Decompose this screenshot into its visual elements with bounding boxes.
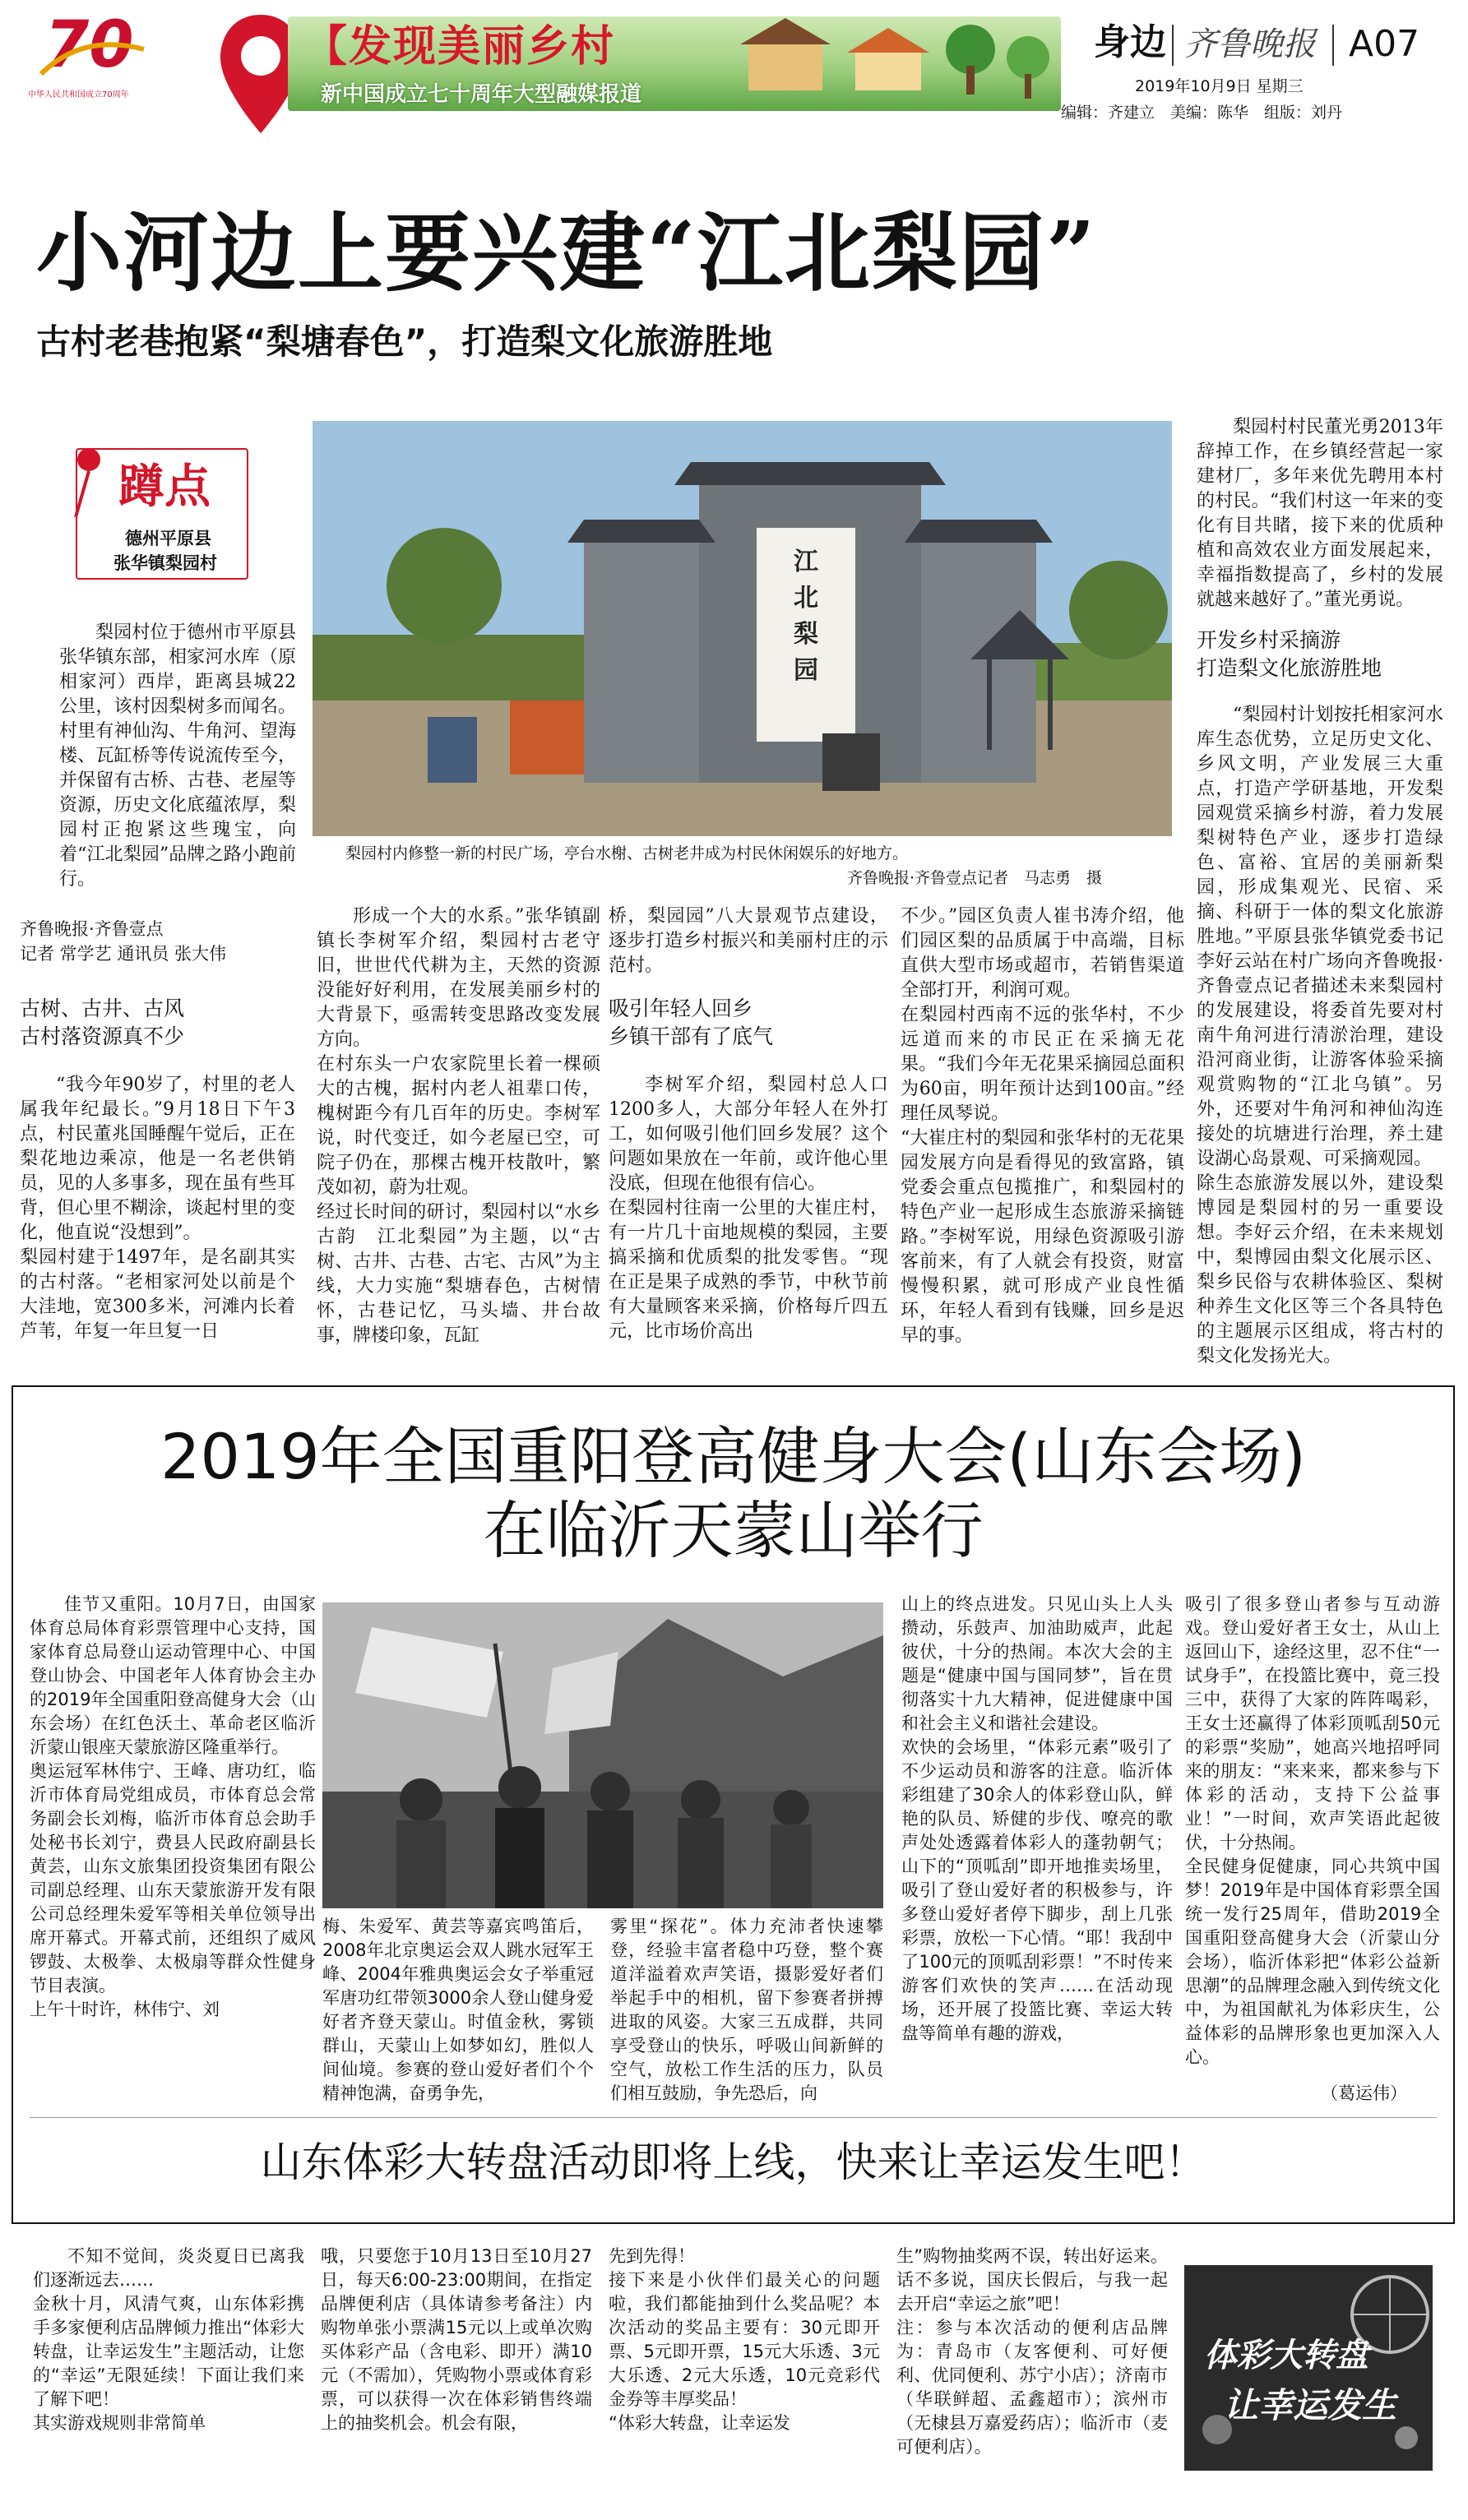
paper-logo: 齐鲁晚报 xyxy=(1184,25,1316,63)
article2-col5: 吸引了很多登山者参与互动游戏。登山爱好者王女士，从山上返回山下，途经这里，忍不住“一试身手”，在投篮比赛中，竟三投三中，获得了大家的阵阵喝彩，王女士还赢得了体彩顶呱刮50元的彩票“奖励”，她高兴地招呼同来的朋友：“来来来，都来参与下体彩的活动，支持下公益事业！”一时间，欢声笑语此起彼伏，十分热闹。 全民健身促健康，同心共筑中国梦！2019年是中国体育彩票全国统一发行25周年，借助2019全国重阳登高健身大会（沂蒙山分会场），临沂体彩把“体彩公益新思潮”的品牌理念融入到传统文化中，为祖国献礼为体彩庆生，公益体彩的品牌形象也更加深入人心。 xyxy=(1185,1594,1440,2067)
graphic-line2: 让幸运发生 xyxy=(1224,2385,1397,2425)
article1-subhead: 古村老巷抱紧“梨塘春色”，打造梨文化旅游胜地 xyxy=(36,321,773,362)
banner-title: 【发现美丽乡村 xyxy=(304,21,616,72)
editor-credits: 编辑：齐建立 美编：陈华 组版：刘丹 xyxy=(1061,104,1343,122)
banner-strip xyxy=(288,16,1061,111)
masthead xyxy=(0,0,1468,132)
article1-intro: 梨园村位于德州市平原县张华镇东部，相家河水库（原相家河）西岸，距离县城22公里，该村因梨树多而闻名。村里有神仙沟、牛角河、望海楼、瓦缸桥等传说流传至今，并保留有古桥、古巷、老屋等资源，历史文化底蕴浓厚，梨园村正抱紧这些瑰宝，向着“江北梨园”品牌之路小跑前行。 xyxy=(59,622,296,890)
pushpin-icon xyxy=(69,446,109,520)
article1-col3: 桥，梨园园”八大景观节点建设，逐步打造乡村振兴和美丽村庄的示范村。 xyxy=(609,906,888,976)
photo-credit: 齐鲁晚报·齐鲁壹点记者 马志勇 摄 xyxy=(847,869,1103,887)
article1-photo xyxy=(313,421,1172,836)
dundian-badge xyxy=(76,448,248,580)
article1-col5b: “梨园村计划按托相家河水库生态优势，立足历史文化、乡风文明，产业发展三大重点，打造产学研基地，开发梨园观赏采摘乡村游，着力发展梨树特色产业，逐步打造绿色、富裕、宜居的美丽新梨园，形成集观光、民宿、采摘、科研于一体的梨文化旅游胜地。”平原县张华镇党委书记李好云站在村广场向齐鲁晚报·齐鲁壹点记者描述未来梨园村的发展建设，将委首先要对村南牛角河进行清淤治理，建设沿河商业街，让游客体验采摘观赏购物的“江北乌镇”。另外，还要对牛角河和神仙沟连接处的坑塘进行治理，养土建设湖心岛景观、可采摘观园。 除生态旅游发展以外，建设梨博园是梨园村的另一重要设想。李好云介绍，在未来规划中，梨博园由梨文化展示区、梨乡民俗与农耕体验区、梨树种养生文化区等三个各具特色的主题展示区组成，将古村的梨文化发扬光大。 xyxy=(1197,705,1443,1366)
article2-headline-line1: 2019年全国重阳登高健身大会(山东会场) xyxy=(160,1420,1306,1493)
article1-col3b: 李树军介绍，梨园村总人口1200多人，大部分年轻人在外打工，如何吸引他们回乡发展？这个问题如果放在一年前，或许他心里没底，但现在他很有信心。 在梨园村往南一公里的大崔庄村，有一片几十亩地规模的梨园，主要搞采摘和优质梨的批发零售。“现在正是果子成熟的季节，中秋节前有大量顾客来采摘，价格每斤四五元，比市场价高出 xyxy=(609,1075,888,1342)
issue-date: 2019年10月9日 星期三 xyxy=(1135,77,1304,95)
section-name: 身边 xyxy=(1094,21,1166,63)
photo-caption: 梨园村内修整一新的村民广场，亭台水榭、古树老井成为村民休闲娱乐的好地方。 xyxy=(345,844,909,862)
badge-location-2: 张华镇梨园村 xyxy=(113,553,217,573)
graphic-line1: 体彩大转盘 xyxy=(1204,2336,1368,2374)
article1-section2-title: 吸引年轻人回乡 乡镇干部有了底气 xyxy=(609,996,774,1048)
article2-col3: 雾里“探花”。体力充沛者快速攀登，经验丰富者稳中巧登，整个赛道洋溢着欢声笑语，摄影爱好者们举起手中的相机，留下参赛者拼搏进取的风姿。大家三五成群，共同享受登山的快乐，呼吸山间新鲜的空气，放松工作生活的压力，队员们相互鼓励，争先恐后，向 xyxy=(610,1917,883,2103)
article1-section1-title: 古树、古井、古风 古村落资源真不少 xyxy=(20,996,185,1048)
article2-col4: 山上的终点进发。只见山头上人头攒动，乐鼓声、加油助威声，此起彼伏，十分的热闹。本次大会的主题是“健康中国与国同梦”，旨在贯彻落实十九大精神，促进健康中国和社会主义和谐社会建设。 欢快的会场里，“体彩元素”吸引了不少运动员和游客的注意。临沂体彩组建了30余人的体彩登山队，鲜艳的队员、矫健的步伐、嘹亮的歌声处处透露着体彩人的蓬勃朝气；山下的“顶呱刮”即开地推卖场里，吸引了登山爱好者的积极参与，许多登山爱好者停下脚步，刮上几张彩票，放松一下心情。“耶！我刮中了100元的顶呱刮彩票！”不时传来游客们欢快的笑声……在活动现场，还开展了投篮比赛、幸运大转盘等简单有趣的游戏， xyxy=(901,1594,1173,2043)
lottery-wheel-graphic xyxy=(1184,2265,1433,2471)
article2-photo xyxy=(322,1602,883,1908)
badge-title: 蹲点 xyxy=(118,460,211,514)
village-gate-photo xyxy=(313,421,1172,836)
article3-headline: 山东体彩大转盘活动即将上线，快来让幸运发生吧！ xyxy=(260,2139,1206,2186)
banner-subtitle: 新中国成立七十周年大型融媒报道 xyxy=(321,82,642,107)
byline: 齐鲁晚报·齐鲁壹点 记者 常学艺 通讯员 张大伟 xyxy=(20,919,227,964)
badge-location-1: 德州平原县 xyxy=(125,529,211,548)
hikers-photo xyxy=(322,1602,883,1908)
ribbon-icon xyxy=(33,16,148,82)
logo-number: 70 xyxy=(44,8,134,82)
article3-col4: 生”购物抽奖两不误，转出好运来。话不多说，国庆长假后，与我一起去开启“幸运之旅”吧！ 注：参与本次活动的便利店品牌为：青岛市（友客便利、可好便利、优同便利、苏宁小店）；济南市（华联鲜超、孟鑫超市）；滨州市（无棣县万嘉爱药店）；临沂市（麦可便利店）。 xyxy=(896,2246,1168,2457)
article3-col1: 不知不觉间，炎炎夏日已离我们逐渐远去…… 金秋十月，风清气爽，山东体彩携手多家便利店品牌倾力推出“体彩大转盘，让幸运发生”主题活动，让您的“幸运”无限延续！下面让我们来了解下吧！ 其实游戏规则非常简单 xyxy=(33,2246,304,2433)
village-illustration xyxy=(732,16,1061,111)
page-number: A07 xyxy=(1349,23,1420,65)
article2-headline-line2: 在临沂天蒙山举行 xyxy=(483,1494,984,1567)
article1-col5a: 梨园村村民董光勇2013年辞掉工作，在乡镇经营起一家建材厂，多年来优先聘用本村的村民。“我们村这一年来的变化有目共睹，接下来的优质种植和高效农业方面发展起来，幸福指数提高了，乡村的发展就越来越好了。”董光勇说。 xyxy=(1197,417,1443,610)
article3-col2: 哦，只要您于10月13日至10月27日，每天6:00-23:00期间，在指定品牌便利店（具体请参考备注）内购物单张小票满15元以上或单次购买体彩产品（含电彩、即开）满10元（不需加），凭购物小票或体育彩票，可以获得一次在体彩销售终端上的抽奖机会。机会有限， xyxy=(321,2246,592,2433)
article2-box xyxy=(12,1385,1455,2224)
article2-col1: 佳节又重阳。10月7日，由国家体育总局体育彩票管理中心支持，国家体育总局登山运动管理中心、中国登山协会、中国老年人体育协会主办的2019年全国重阳登高健身大会（山东会场）在红色沃土、革命老区临沂沂蒙山银座天蒙旅游区隆重举行。 奥运冠军林伟宁、王峰、唐功红，临沂市体育局党组成员，市体育总会常务副会长刘梅，临沂市体育总会助手处秘书长刘宁，费县人民政府副县长黄芸，山东文旅集团投资集团有限公司副总经理、山东天蒙旅游开发有限公司总经理朱爱军等相关单位领导出席开幕式。开幕式前，还组织了威风锣鼓、太极拳、太极扇等群众性健身节目表演。 上午十时许，林伟宁、刘 xyxy=(30,1594,316,2019)
article1-col2: 形成一个大的水系。”张华镇副镇长李树军介绍，梨园村古老守旧，世世代代耕为主，天然的资源没能好好利用，在发展美丽乡村的大背景下，亟需转变思路改变发展方向。 在村东头一户农家院里长着一棵硕大的古槐，据村内老人祖辈口传，槐树距今有几百年的历史。李树军说，时代变迁，如今老屋已空，可院子仍在，那棵古槐开枝散叶，繁茂如初，蔚为壮观。 经过长时间的研讨，梨园村以“水乡古韵 江北梨园”为主题，以“古树、古井、古巷、古宅、古风”为主线，大力实施“梨塘春色，古树情怀，古巷记忆，马头墙、井台故事，牌楼印象，瓦缸 xyxy=(317,906,600,1346)
article1-section3-title: 开发乡村采摘游 打造梨文化旅游胜地 xyxy=(1197,628,1382,680)
anniversary-logo xyxy=(28,8,148,103)
article1-col1: “我今年90岁了，村里的老人属我年纪最长。”9月18日下午3点，村民董兆国睡醒午觉后，正在梨花地边乘凉，他是一名老供销员，见的人多事多，现在虽有些耳背，但心里不糊涂，谈起村里的变化，他直说“没想到”。 梨园村建于1497年，是名副其实的古村落。“老相家河处以前是个大洼地，宽300多米，河滩内长着芦苇，年复一年旦复一日 xyxy=(20,1075,295,1342)
gate-inscription: 江北梨园 xyxy=(794,548,818,685)
article2-author: （葛运伟） xyxy=(1321,2083,1407,2103)
article2-col2: 梅、朱爱军、黄芸等嘉宾鸣笛后，2008年北京奥运会双人跳水冠军王峰、2004年雅典奥运会女子举重冠军唐功红带领3000余人登山健身爱好者齐登天蒙山。时值金秋，雾锁群山，天蒙山上如梦如幻，胜似人间仙境。参赛的登山爱好者们个个精神饱满，奋勇争先， xyxy=(322,1917,594,2103)
article1-col4: 不少。”园区负责人崔书涛介绍，他们园区梨的品质属于中高端，目标直供大型市场或超市，若销售渠道全部打开，利润可观。 在梨园村西南不远的张华村，不少远道而来的市民正在采摘无花果。“我们今年无花果采摘园总面积为60亩，明年预计达到100亩。”经理任凤琴说。 “大崔庄村的梨园和张华村的无花果园发展方向是看得见的致富路，镇党委会重点包揽推广，和梨园村的特色产业一起形成生态旅游采摘链路。”李树军说，用绿色资源吸引游客前来，有了人就会有投资，财富慢慢积累，就可形成产业良性循环，年轻人看到有钱赚，回乡是迟早的事。 xyxy=(901,906,1184,1346)
logo-caption: 中华人民共和国成立70周年 xyxy=(28,90,129,99)
article3-col3: 先到先得！ 接下来是小伙伴们最关心的问题啦，我们都能抽到什么奖品呢？本次活动的奖品主要有：30元即开票、5元即开票，15元大乐透、3元大乐透、2元大乐透，10元竞彩代金券等丰厚奖品！ “体彩大转盘，让幸运发 xyxy=(609,2246,880,2433)
article1-headline: 小河边上要兴建“江北梨园” xyxy=(36,202,1097,303)
